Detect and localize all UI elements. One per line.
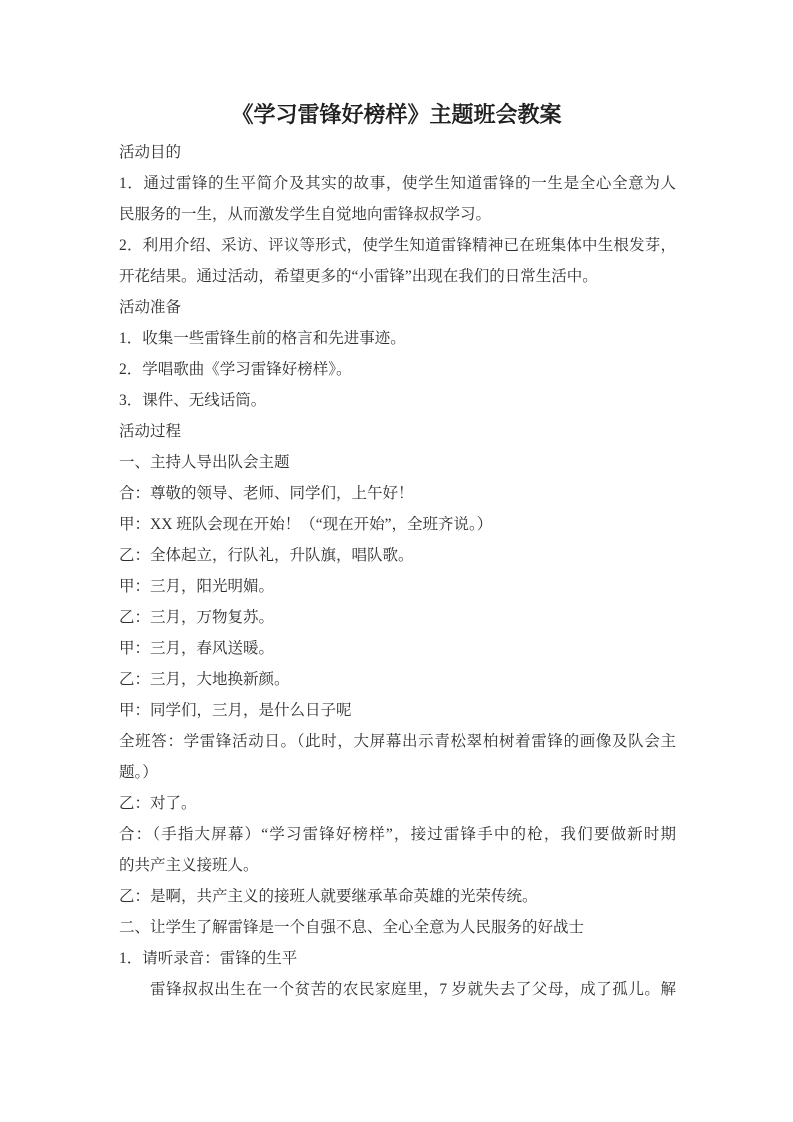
text-line: 题。） <box>119 764 158 781</box>
text-line: 甲：同学们，三月，是什么日子呢 <box>119 702 352 719</box>
text-line: 合：（手指大屏幕）“学习雷锋好榜样”，接过雷锋手中的枪，我们要做新时期 <box>119 826 676 843</box>
text-line: 乙：是啊，共产主义的接班人就要继承革命英雄的光荣传统。 <box>119 888 538 905</box>
text-line: 乙：对了。 <box>119 795 197 812</box>
text-line: 甲：三月，阳光明媚。 <box>119 578 275 595</box>
document-body <box>119 137 676 1005</box>
text-line: 2．利用介绍、采访、评议等形式，使学生知道雷锋精神已在班集体中生根发芽， <box>119 237 676 254</box>
text-line: 活动目的 <box>119 144 182 161</box>
text-line: 2．学唱歌曲《学习雷锋好榜样》。 <box>119 361 352 378</box>
text-line: 活动过程 <box>119 423 182 440</box>
text-line: 的共产主义接班人。 <box>119 857 259 874</box>
text-line: 一、主持人导出队会主题 <box>119 454 290 471</box>
text-line: 1．请听录音：雷锋的生平 <box>119 950 298 967</box>
text-line: 乙：全体起立，行队礼，升队旗，唱队歌。 <box>119 547 414 564</box>
text-line: 甲：三月，春风送暖。 <box>119 640 275 657</box>
text-line: 二、让学生了解雷锋是一个自强不息、全心全意为人民服务的好战士 <box>119 919 585 936</box>
text-line: 雷锋叔叔出生在一个贫苦的农民家庭里，7 岁就失去了父母，成了孤儿。解 <box>150 981 676 998</box>
text-line: 1．通过雷锋的生平简介及其实的故事，使学生知道雷锋的一生是全心全意为人 <box>119 175 676 192</box>
document-title: 《学习雷锋好榜样》主题班会教案 <box>231 102 562 127</box>
text-line: 1．收集一些雷锋生前的格言和先进事迹。 <box>119 330 406 347</box>
text-line: 合：尊敬的领导、老师、同学们，上午好！ <box>119 485 414 502</box>
text-line: 开花结果。通过活动，希望更多的“小雷锋”出现在我们的日常生活中。 <box>119 268 598 285</box>
text-line: 活动准备 <box>119 299 182 316</box>
text-line: 乙：三月，万物复苏。 <box>119 609 275 626</box>
text-line: 全班答：学雷锋活动日。（此时，大屏幕出示青松翠柏树着雷锋的画像及队会主 <box>119 733 676 750</box>
text-line: 甲：XX 班队会现在开始！（“现在开始”，全班齐说。） <box>119 516 493 533</box>
text-line: 3．课件、无线话筒。 <box>119 392 267 409</box>
text-line: 乙：三月，大地换新颜。 <box>119 671 290 688</box>
text-line: 民服务的一生，从而激发学生自觉地向雷锋叔叔学习。 <box>119 206 492 223</box>
